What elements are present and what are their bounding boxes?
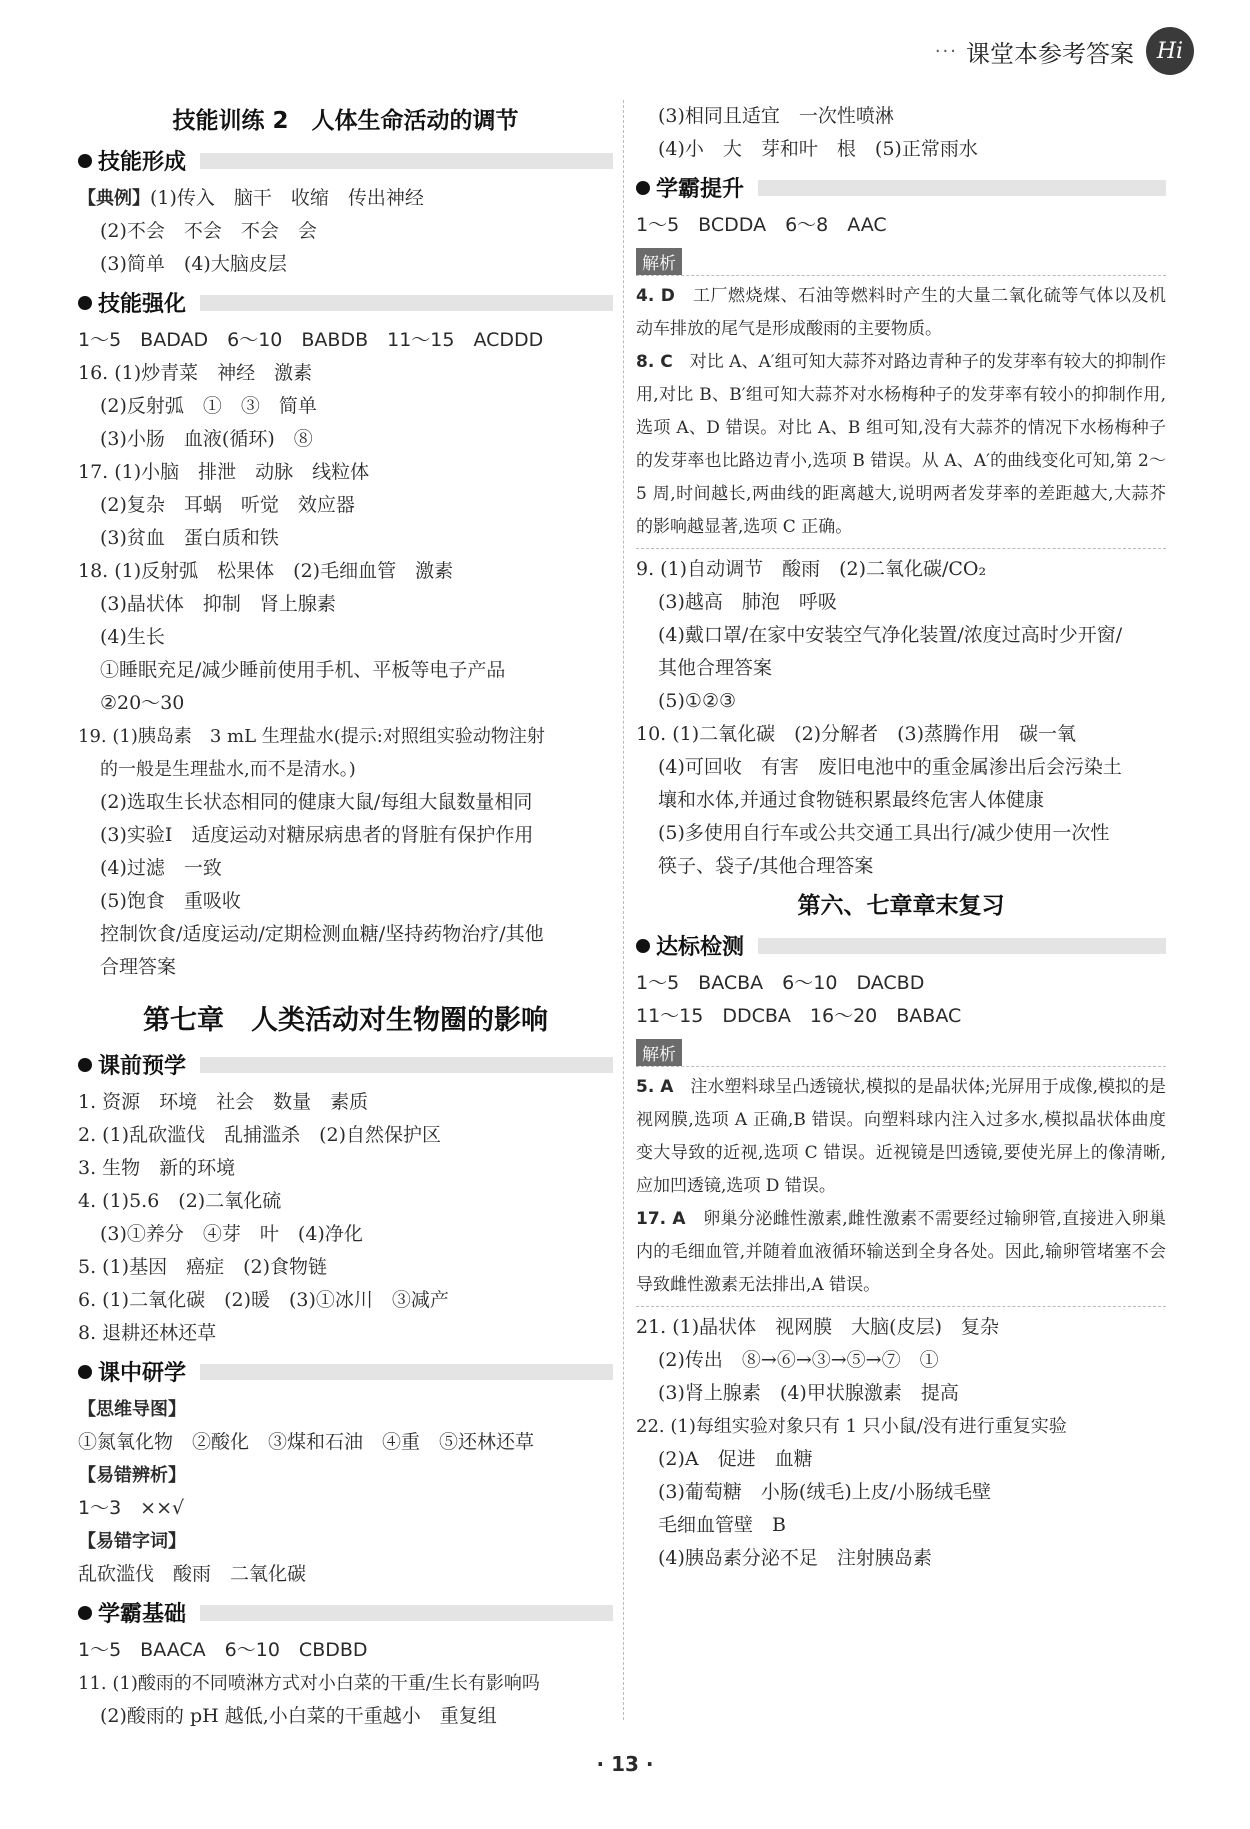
answer-line: 1～5 BAACA 6～10 CBDBD — [78, 1639, 368, 1661]
answer-line: (3)①养分 ④芽 叶 (4)净化 — [100, 1223, 363, 1245]
answer-line: (4)胰岛素分泌不足 注射胰岛素 — [658, 1547, 932, 1569]
answer-line: (3)简单 (4)大脑皮层 — [100, 253, 287, 275]
explanation — [636, 1071, 1166, 1203]
subsection-tag: 【思维导图】 — [78, 1399, 186, 1420]
section-title: 第六、七章章末复习 — [797, 893, 1005, 919]
answer-line: (4)过滤 一致 — [100, 857, 222, 879]
subsection-tag: 【易错辨析】 — [78, 1465, 186, 1486]
analysis-label: 解析 — [636, 1039, 682, 1066]
section-label: 技能形成 — [98, 150, 187, 175]
chapter-title: 第七章 人类活动对生物圈的影响 — [143, 1005, 548, 1036]
answer-line: 筷子、袋子/其他合理答案 — [658, 855, 874, 877]
answer-line: (5)①②③ — [658, 690, 737, 712]
section-label: 学霸提升 — [656, 177, 745, 202]
answer-line: 8. 退耕还林还草 — [78, 1322, 217, 1344]
header-title: 课堂本参考答案 — [966, 39, 1134, 68]
section-header — [636, 172, 1166, 203]
answer-line: 乱砍滥伐 酸雨 二氧化碳 — [78, 1563, 307, 1585]
answer-line: (3)肾上腺素 (4)甲状腺激素 提高 — [658, 1382, 959, 1404]
answer-line: (2)选取生长状态相同的健康大鼠/每组大鼠数量相同 — [100, 791, 533, 813]
answer-line: 10. (1)二氧化碳 (2)分解者 (3)蒸腾作用 碳一氧 — [636, 723, 1076, 745]
section-bar — [200, 295, 613, 311]
section-bar — [200, 153, 613, 169]
answer-line: 6. (1)二氧化碳 (2)暖 (3)①冰川 ③减产 — [78, 1289, 449, 1311]
section-bar — [758, 938, 1166, 954]
answer-line: (2)复杂 耳蜗 听觉 效应器 — [100, 494, 355, 516]
bullet-icon — [78, 1606, 92, 1620]
analysis-label: 解析 — [636, 248, 682, 275]
answer-line: 毛细血管壁 B — [658, 1514, 786, 1536]
answer-line: 5. (1)基因 癌症 (2)食物链 — [78, 1256, 327, 1278]
explanation-text: 注水塑料球呈凸透镜状,模拟的是晶状体;光屏用于成像,模拟的是视网膜,选项 A 正确,B 错误。向塑料球内注入过多水,模拟晶状体曲度变大导致的近视,选项 C 错误。近视镜是凹透镜,要使光屏上的像清晰,应加凹透镜,选项 D 错误。 — [636, 1077, 1166, 1196]
answer-tag: 【典例】 — [78, 188, 150, 209]
answer-line: (2)不会 不会 不会 会 — [100, 220, 317, 242]
answer-line: (3)相同且适宜 一次性喷淋 — [658, 105, 894, 127]
bullet-icon — [636, 939, 650, 953]
explanation — [636, 1203, 1166, 1307]
answer-line: 1～3 ××√ — [78, 1497, 185, 1519]
answer-line: (5)多使用自行车或公共交通工具出行/减少使用一次性 — [658, 822, 1110, 844]
section-title: 技能训练 2 人体生命活动的调节 — [172, 108, 519, 134]
answer-line: 3. 生物 新的环境 — [78, 1157, 236, 1179]
answer-line: 19. (1)胰岛素 3 mL 生理盐水(提示:对照组实验动物注射 — [78, 726, 545, 747]
bullet-icon — [78, 1365, 92, 1379]
explanation-text: 卵巢分泌雌性激素,雌性激素不需要经过输卵管,直接进入卵巢内的毛细血管,并随着血液循环输送到全身各处。因此,输卵管堵塞不会导致雌性激素无法排出,A 错误。 — [636, 1209, 1166, 1295]
answer-text: (1)传入 脑干 收缩 传出神经 — [150, 187, 424, 209]
section-header — [78, 1597, 613, 1628]
page-header — [935, 28, 1194, 74]
answer-line: (2)传出 ⑧→⑥→③→⑤→⑦ ① — [658, 1349, 939, 1371]
answer-line: (2)A 促进 血糖 — [658, 1448, 813, 1470]
section-header — [636, 930, 1166, 961]
section-bar — [758, 180, 1166, 196]
page-number: · 13 · — [596, 1752, 654, 1776]
answer-line — [78, 182, 613, 215]
explanation-key: 5. A — [636, 1077, 674, 1097]
answer-line: (3)实验Ⅰ 适度运动对糖尿病患者的肾脏有保护作用 — [100, 824, 534, 846]
section-header — [78, 287, 613, 318]
answer-line: (3)晶状体 抑制 肾上腺素 — [100, 593, 336, 615]
answer-line: (3)越高 肺泡 呼吸 — [658, 591, 837, 613]
bullet-icon — [78, 296, 92, 310]
right-column — [636, 100, 1166, 1575]
answer-line: 的一般是生理盐水,而不是清水。) — [100, 759, 356, 780]
section-label: 技能强化 — [98, 292, 187, 317]
analysis-divider — [636, 1066, 1166, 1067]
publisher-logo — [1146, 27, 1194, 75]
explanation-key: 4. D — [636, 286, 675, 306]
answer-line: ②20～30 — [100, 692, 185, 714]
answer-line: 11～15 DDCBA 16～20 BABAC — [636, 1005, 962, 1027]
bullet-icon — [78, 154, 92, 168]
explanation-key: 17. A — [636, 1209, 686, 1229]
answer-line: 17. (1)小脑 排泄 动脉 线粒体 — [78, 461, 370, 483]
answer-line: (4)生长 — [100, 626, 165, 648]
answer-line: (2)酸雨的 pH 越低,小白菜的干重越小 重复组 — [100, 1705, 497, 1727]
answer-line: 1. 资源 环境 社会 数量 素质 — [78, 1091, 369, 1113]
answer-line: 11. (1)酸雨的不同喷淋方式对小白菜的干重/生长有影响吗 — [78, 1673, 540, 1694]
answer-line: (4)小 大 芽和叶 根 (5)正常雨水 — [658, 138, 978, 160]
answer-line: 18. (1)反射弧 松果体 (2)毛细血管 激素 — [78, 560, 454, 582]
left-column — [78, 100, 613, 1733]
answer-line: (5)饱食 重吸收 — [100, 890, 241, 912]
answer-line: (4)戴口罩/在家中安装空气净化装置/浓度过高时少开窗/ — [658, 624, 1123, 646]
answer-line: ①氮氧化物 ②酸化 ③煤和石油 ④重 ⑤还林还草 — [78, 1431, 535, 1453]
answer-line: 合理答案 — [100, 956, 177, 978]
answer-line: 22. (1)每组实验对象只有 1 只小鼠/没有进行重复实验 — [636, 1416, 1067, 1437]
header-dots: ··· — [934, 40, 958, 62]
answer-line: (2)反射弧 ① ③ 简单 — [100, 395, 317, 417]
answer-line: 21. (1)晶状体 视网膜 大脑(皮层) 复杂 — [636, 1316, 999, 1338]
explanation — [636, 280, 1166, 346]
answer-line: 控制饮食/适度运动/定期检测血糖/坚持药物治疗/其他 — [100, 923, 544, 945]
explanation-text: 对比 A、A′组可知大蒜芥对路边青种子的发芽率有较大的抑制作用,对比 B、B′组可知大蒜芥对水杨梅种子的发芽率有较小的抑制作用,选项 A、D 错误。对比 A、B 组可知,没有大蒜芥的情况下水杨梅种子的发芽率也比路边青小,选项 B 错误。从 A、A′的曲线变化可知,第 2～5 周,时间越长,两曲线的距离越大,说明两者发芽率的差距越大,大蒜芥的影响越显著,选项 C 正确。 — [636, 352, 1166, 537]
analysis-divider — [636, 275, 1166, 276]
section-header — [78, 1049, 613, 1080]
answer-line: 16. (1)炒青菜 神经 激素 — [78, 362, 313, 384]
answer-line: (3)葡萄糖 小肠(绒毛)上皮/小肠绒毛壁 — [658, 1481, 992, 1503]
answer-line: (3)贫血 蛋白质和铁 — [100, 527, 279, 549]
section-label: 达标检测 — [656, 935, 745, 960]
section-label: 课前预学 — [98, 1054, 187, 1079]
explanation-text: 工厂燃烧煤、石油等燃料时产生的大量二氧化硫等气体以及机动车排放的尾气是形成酸雨的主要物质。 — [636, 286, 1167, 339]
section-label: 学霸基础 — [98, 1602, 187, 1627]
answer-line: (3)小肠 血液(循环) ⑧ — [100, 428, 313, 450]
logo-text: Hi — [1156, 38, 1184, 64]
answer-line: 其他合理答案 — [658, 657, 773, 679]
answer-line: 壤和水体,并通过食物链积累最终危害人体健康 — [658, 789, 1045, 811]
section-bar — [200, 1364, 613, 1380]
answer-line: 2. (1)乱砍滥伐 乱捕滥杀 (2)自然保护区 — [78, 1124, 441, 1146]
answer-line: (4)可回收 有害 废旧电池中的重金属渗出后会污染土 — [658, 756, 1122, 778]
column-divider — [623, 100, 624, 1720]
section-label: 课中研学 — [98, 1361, 187, 1386]
answer-line: 1～5 BADAD 6～10 BABDB 11～15 ACDDD — [78, 329, 544, 351]
section-header — [78, 1356, 613, 1387]
section-bar — [200, 1605, 613, 1621]
answer-line: 1～5 BACBA 6～10 DACBD — [636, 972, 925, 994]
section-header — [78, 145, 613, 176]
answer-line: 1～5 BCDDA 6～8 AAC — [636, 214, 887, 236]
explanation — [636, 346, 1166, 549]
bullet-icon — [78, 1058, 92, 1072]
subsection-tag: 【易错字词】 — [78, 1531, 186, 1552]
answer-line: ①睡眠充足/减少睡前使用手机、平板等电子产品 — [100, 659, 506, 681]
answer-line: 9. (1)自动调节 酸雨 (2)二氧化碳/CO₂ — [636, 558, 987, 580]
answer-line: 4. (1)5.6 (2)二氧化硫 — [78, 1190, 282, 1212]
bullet-icon — [636, 181, 650, 195]
section-bar — [200, 1057, 613, 1073]
explanation-key: 8. C — [636, 352, 673, 372]
